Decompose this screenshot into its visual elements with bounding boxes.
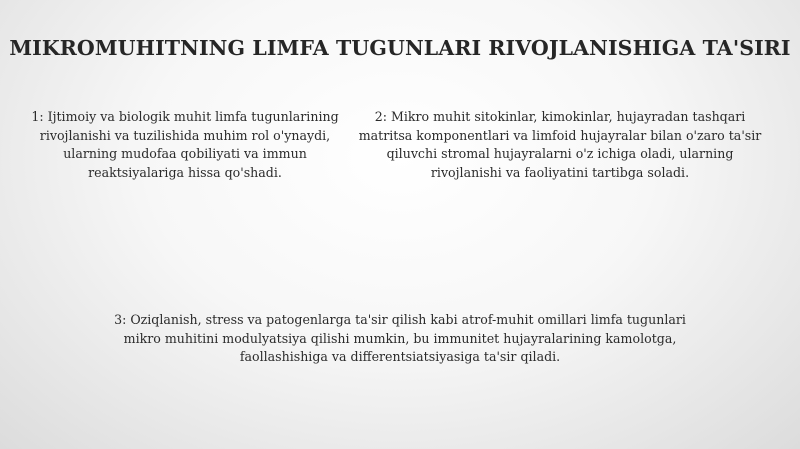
point-3-text: 3: Oziqlanish, stress va patogenlarga ta'sir qilish kabi atrof-muhit omillari limfa tugunlari mikro muhitini modulyatsiya qilishi mumkin, bu immunitet hujayralarining kamolotga, faollashishiga va differentsiatsiyasiga ta'sir qiladi. <box>114 312 686 364</box>
point-1-text: 1: Ijtimoiy va biologik muhit limfa tugunlarining rivojlanishi va tuzilishida muhim rol o'ynaydi, ularning mudofaa qobiliyati va immun reaktsiyalariga hissa qo'shadi. <box>31 109 339 180</box>
point-2-text: 2: Mikro muhit sitokinlar, kimokinlar, hujayradan tashqari matritsa komponentlari va limfoid hujayralar bilan o'zaro ta'sir qiluvchi stromal hujayralarni o'z ichiga oladi, ularning rivojlanishi va faoliyatini tartibga soladi. <box>358 109 762 180</box>
slide-title: MIKROMUHITNING LIMFA TUGUNLARI RIVOJLANISHIGA TA'SIRI <box>9 36 791 60</box>
